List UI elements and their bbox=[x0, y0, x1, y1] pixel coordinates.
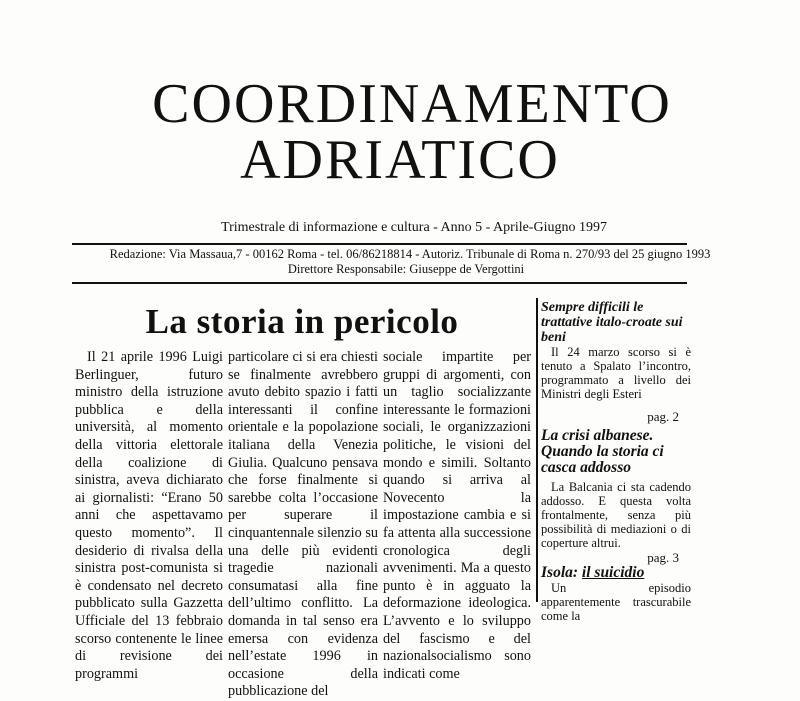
article-headline: La storia in pericolo bbox=[145, 302, 459, 341]
sidebar-item-title: Sempre difficili le trattative italo-croate sui beni bbox=[541, 300, 683, 345]
sidebar-title-underlined: il suicidio bbox=[581, 564, 645, 581]
sidebar-item-body: Un episodio apparentemente trascurabile come la bbox=[541, 581, 691, 623]
sidebar-item-title: La crisi albanese. Quando la storia ci casca addosso bbox=[541, 427, 664, 476]
imprint-director: Direttore Responsabile: Giuseppe de Vergottini bbox=[287, 262, 525, 276]
article-column-3 bbox=[383, 349, 531, 683]
top-rule bbox=[72, 243, 687, 245]
sidebar-item-page: pag. 3 bbox=[647, 550, 679, 565]
masthead-subtitle: Trimestrale di informazione e cultura - Anno 5 - Aprile-Giugno 1997 bbox=[221, 220, 607, 235]
masthead-title-line1: COORDINAMENTO bbox=[152, 73, 672, 135]
sidebar-item-page: pag. 2 bbox=[647, 409, 679, 424]
sidebar-title-prefix: Isola: bbox=[541, 564, 579, 581]
masthead-title-line2: ADRIATICO bbox=[240, 129, 560, 191]
sidebar-item-body: La Balcania ci sta cadendo addosso. E questa volta frontalmente, senza più possibilità di mediazioni o di coperture altrui. bbox=[541, 480, 691, 550]
bottom-rule bbox=[72, 282, 687, 284]
imprint-address: Redazione: Via Massaua,7 - 00162 Roma - tel. 06/86218814 - Autoriz. Tribunale di Roma n. 270/93 del 25 giugno 1993 bbox=[109, 247, 711, 261]
sidebar-item-crisi-albanese bbox=[541, 428, 691, 566]
sidebar-item-body: Il 24 marzo scorso si è tenuto a Spalato l’incontro, programmato a livello dei Ministri degli Esteri bbox=[541, 345, 691, 401]
article-column-1 bbox=[75, 349, 223, 683]
article-column-2 bbox=[228, 349, 378, 701]
article-col1-text: Il 21 aprile 1996 Luigi Berlinguer, futuro ministro della istruzione pubblica e della università, al momento della vittoria elettorale della coalizione di sinistra, aveva dichiarato ai giornalisti: “Erano 50 anni che aspettavamo questo momento”. Il desiderio di rivalsa della sinistra post-comunista si è condensato nel decreto pubblicato sulla Gazzetta Ufficiale del 13 febbraio scorso contenente le linee di revisione dei programmi bbox=[75, 349, 223, 682]
sidebar-item-title bbox=[541, 565, 691, 581]
article-col2-text: particolare ci si era chiesti se finalmente avrebbero avuto debito spazio i fatti interessanti il confine orientale e la popolazione italiana della Venezia Giulia. Qualcuno pensava che forse finalmente si sarebbe colta l’occasione per superare il cinquantennale silenzio su una delle più evidenti tragedie nazionali consumatasi alla fine dell’ultimo conflitto. La domanda in tal senso era emersa con evidenza nell’estate 1996 in occasione della pubblicazione del bbox=[228, 349, 378, 700]
sidebar-item-trattative bbox=[541, 300, 691, 425]
sidebar-divider bbox=[536, 298, 538, 602]
article-col3-text: sociale impartite per gruppi di argomenti, con un taglio socializzante interessante le formazioni sociali, le organizzazioni politiche, le visioni del mondo e simili. Soltanto quando si arriva al Novecento la impostazione cambia e si fa attenta alla successione cronologica degli avvenimenti. Ma a questo punto è in agguato la deformazione ideologica. L’avvento e lo sviluppo del fascismo e del nazionalsocialismo sono indicati come bbox=[383, 349, 531, 682]
sidebar-item-isola bbox=[541, 565, 691, 623]
